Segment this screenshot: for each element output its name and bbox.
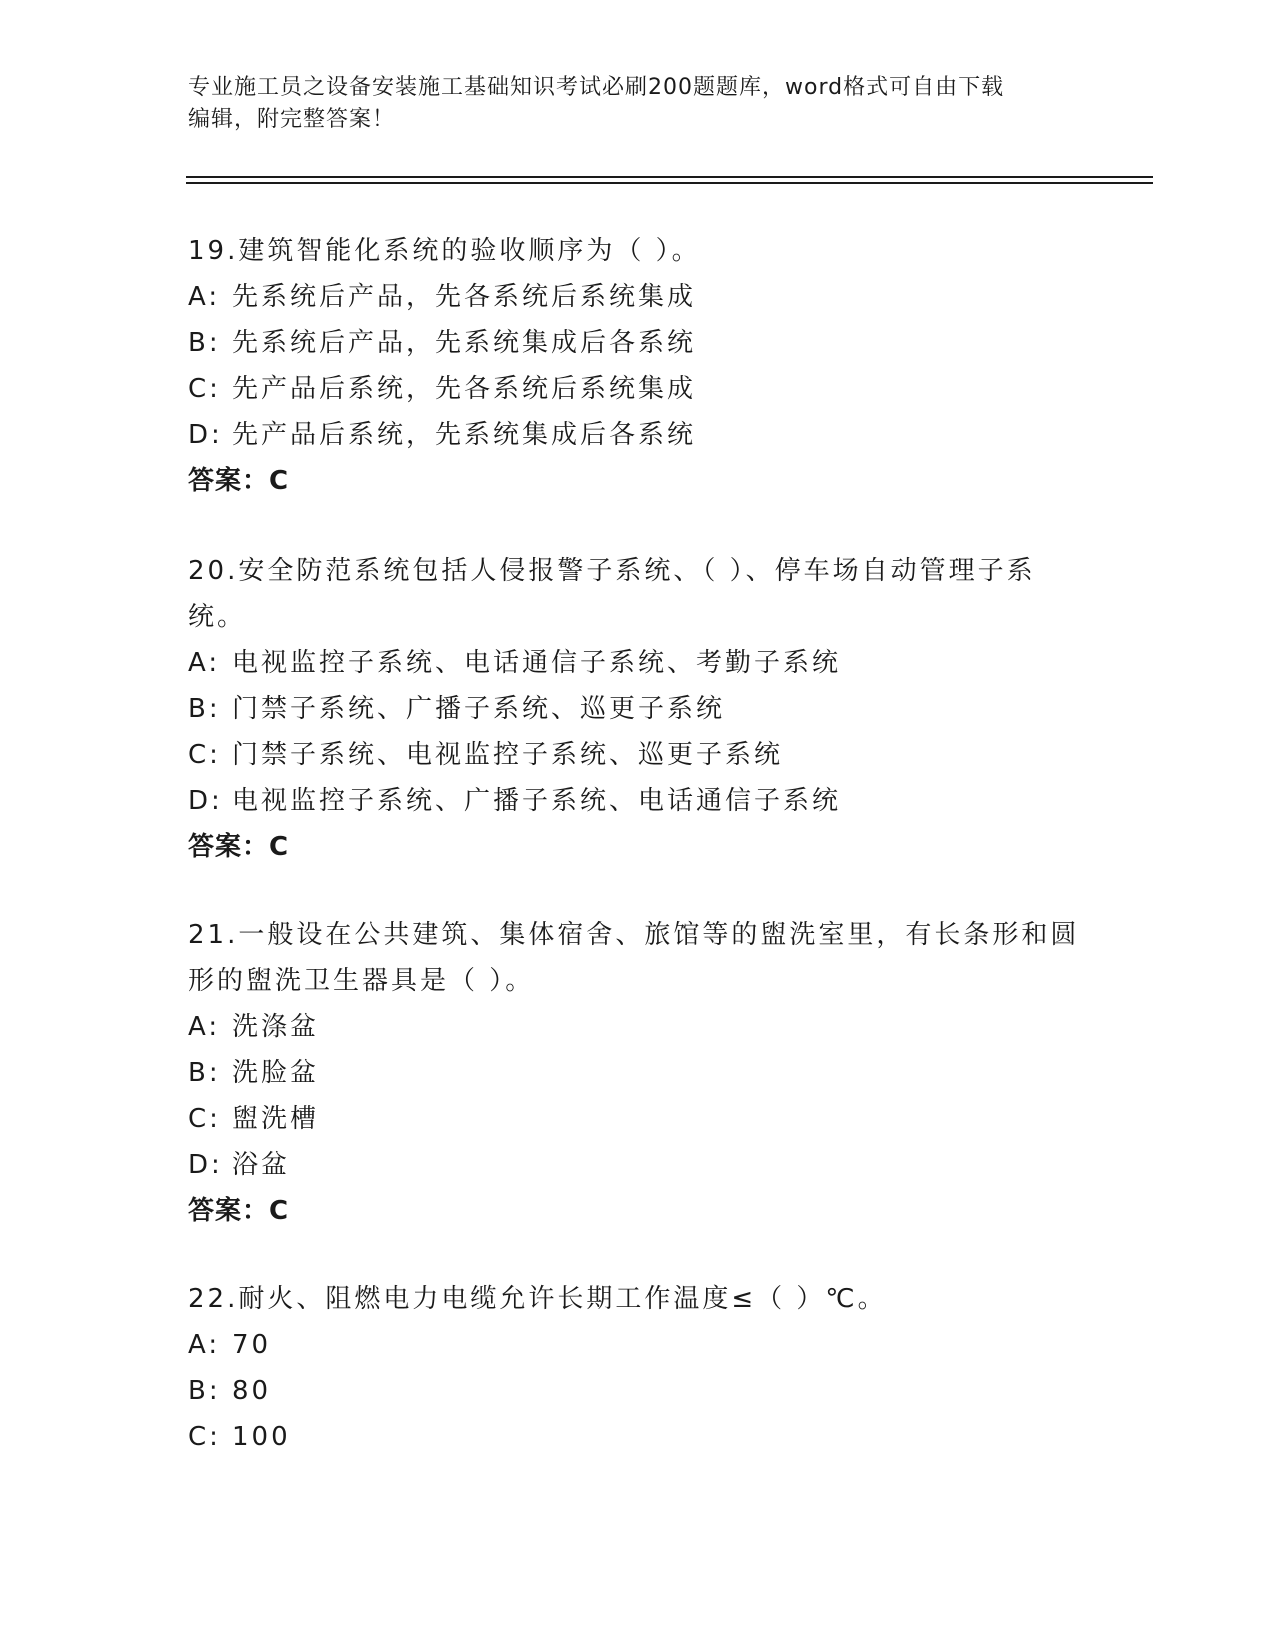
question-21 [188, 912, 1088, 1234]
option-label: C: [188, 374, 221, 404]
option-label: D: [188, 1150, 223, 1180]
option-c [188, 1096, 1088, 1142]
option-label: A: [188, 648, 221, 678]
option-text: 盥洗槽 [232, 1104, 320, 1134]
option-text: 先产品后系统，先系统集成后各系统 [232, 420, 697, 450]
question-stem-line: 形的盥洗卫生器具是（ ）。 [188, 966, 535, 996]
option-label: A: [188, 282, 221, 312]
question-stem-line: 21.一般设在公共建筑、集体宿舍、旅馆等的盥洗室里，有长条形和圆 [188, 920, 1080, 950]
option-label: B: [188, 694, 221, 724]
question-stem [188, 912, 1088, 1004]
header-divider-top [186, 176, 1153, 178]
option-label: D: [188, 786, 223, 816]
option-b [188, 1050, 1088, 1096]
question-20 [188, 548, 1088, 870]
option-label: C: [188, 1104, 221, 1134]
document-header [188, 72, 1088, 136]
option-d [188, 412, 1088, 458]
option-c [188, 366, 1088, 412]
header-divider-bottom [186, 182, 1153, 184]
option-a [188, 1004, 1088, 1050]
option-b [188, 320, 1088, 366]
option-text: 80 [232, 1376, 272, 1406]
option-text: 门禁子系统、广播子系统、巡更子系统 [232, 694, 726, 724]
option-d [188, 1142, 1088, 1188]
option-text: 浴盆 [232, 1150, 291, 1180]
question-stem [188, 228, 1088, 274]
option-label: B: [188, 1376, 221, 1406]
option-text: 70 [232, 1330, 272, 1360]
option-label: C: [188, 740, 221, 770]
question-19 [188, 228, 1088, 504]
option-a [188, 640, 1088, 686]
option-text: 先系统后产品，先各系统后系统集成 [232, 282, 697, 312]
answer: 答案：C [188, 466, 290, 496]
option-a [188, 274, 1088, 320]
question-stem [188, 548, 1088, 640]
question-stem-line: 统。 [188, 602, 247, 632]
option-b [188, 686, 1088, 732]
option-label: B: [188, 1058, 221, 1088]
option-label: D: [188, 420, 223, 450]
question-stem-line: 22.耐火、阻燃电力电缆允许长期工作温度≤（ ）℃。 [188, 1284, 887, 1314]
question-stem-line: 19.建筑智能化系统的验收顺序为（ ）。 [188, 236, 701, 266]
question-stem-line: 20.安全防范系统包括人侵报警子系统、（ ）、停车场自动管理子系 [188, 556, 1036, 586]
option-text: 先产品后系统，先各系统后系统集成 [232, 374, 697, 404]
option-text: 100 [232, 1422, 291, 1452]
option-text: 门禁子系统、电视监控子系统、巡更子系统 [232, 740, 784, 770]
option-text: 电视监控子系统、广播子系统、电话通信子系统 [232, 786, 842, 816]
option-text: 先系统后产品，先系统集成后各系统 [232, 328, 697, 358]
option-a [188, 1322, 1088, 1368]
option-c [188, 732, 1088, 778]
option-d [188, 778, 1088, 824]
option-text: 电视监控子系统、电话通信子系统、考勤子系统 [232, 648, 842, 678]
question-22 [188, 1276, 1088, 1460]
option-label: A: [188, 1012, 221, 1042]
answer: 答案：C [188, 1196, 290, 1226]
answer: 答案：C [188, 832, 290, 862]
option-label: B: [188, 328, 221, 358]
option-label: C: [188, 1422, 221, 1452]
option-b [188, 1368, 1088, 1414]
option-c [188, 1414, 1088, 1460]
option-label: A: [188, 1330, 221, 1360]
header-line-2: 编辑，附完整答案！ [188, 107, 396, 132]
option-text: 洗脸盆 [232, 1058, 320, 1088]
header-line-1: 专业施工员之设备安装施工基础知识考试必刷200题题库，word格式可自由下载 [188, 75, 1005, 100]
option-text: 洗涤盆 [232, 1012, 320, 1042]
question-stem [188, 1276, 1088, 1322]
